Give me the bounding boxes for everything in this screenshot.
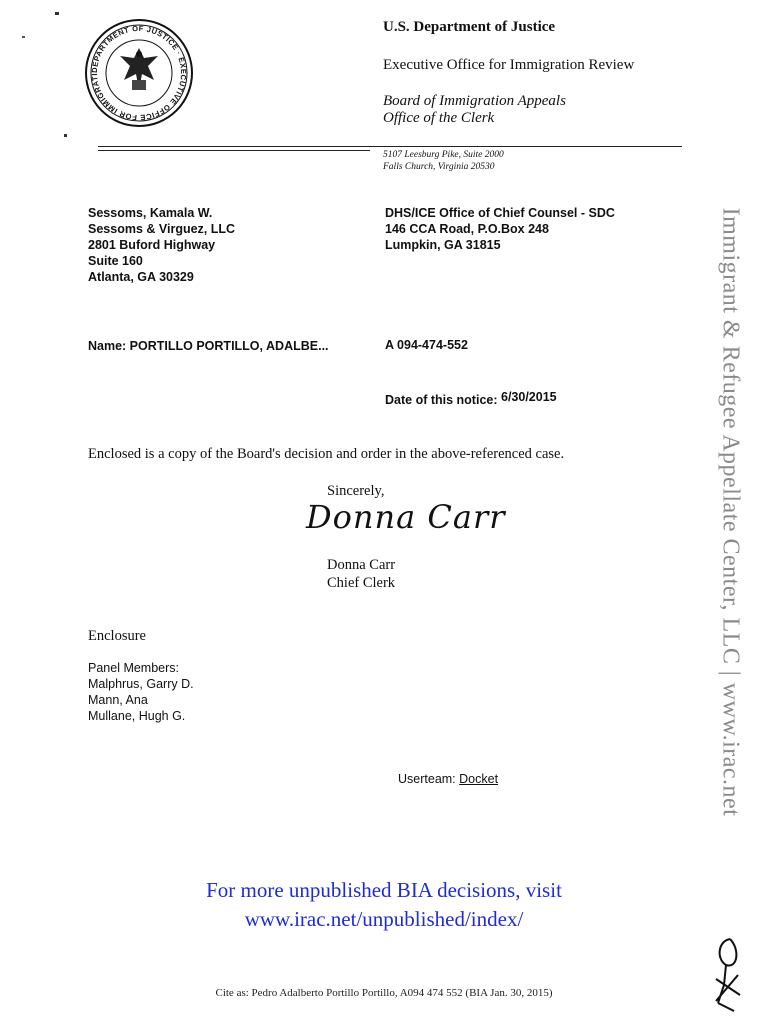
dhs-line: 146 CCA Road, P.O.Box 248 xyxy=(385,222,549,236)
header-address-2: Falls Church, Virginia 20530 xyxy=(383,162,495,172)
sincerely: Sincerely, xyxy=(327,483,385,499)
header-divider xyxy=(98,146,682,147)
recipient-line: Sessoms, Kamala W. xyxy=(88,206,213,220)
scan-mark xyxy=(22,36,25,38)
promo-link[interactable]: www.irac.net/unpublished/index/ xyxy=(244,907,524,931)
header-divider-short xyxy=(98,150,370,151)
userteam-value: Docket xyxy=(459,772,499,786)
panel-heading: Panel Members: xyxy=(88,661,180,675)
dept-title: U.S. Department of Justice xyxy=(383,19,556,35)
clerk-office: Office of the Clerk xyxy=(383,110,495,126)
dhs-address xyxy=(385,205,615,253)
panel-member: Mullane, Hugh G. xyxy=(88,709,186,723)
office-title: Executive Office for Immigration Review xyxy=(383,57,635,73)
recipient-line: Sessoms & Virguez, LLC xyxy=(88,222,236,236)
panel-members xyxy=(88,660,194,724)
recipient-address xyxy=(88,205,235,285)
scan-mark xyxy=(55,12,59,15)
notice-date-value: 6/30/2015 xyxy=(501,390,557,404)
promo-line-1: For more unpublished BIA decisions, visit xyxy=(206,878,562,902)
recipient-line: Atlanta, GA 30329 xyxy=(88,270,194,284)
doj-seal xyxy=(84,18,194,128)
promo-text xyxy=(0,876,768,934)
board-title: Board of Immigration Appeals xyxy=(383,93,566,109)
userteam-label: Userteam: xyxy=(398,772,456,786)
signer-title: Chief Clerk xyxy=(327,575,396,591)
dhs-line: Lumpkin, GA 31815 xyxy=(385,238,501,252)
panel-member: Malphrus, Garry D. xyxy=(88,677,194,691)
handwritten-mark xyxy=(708,935,748,1015)
case-name: Name: PORTILLO PORTILLO, ADALBE... xyxy=(88,339,329,353)
userteam xyxy=(398,772,498,786)
signer-name: Donna Carr xyxy=(327,557,396,573)
notice-date-label: Date of this notice: xyxy=(385,393,498,407)
svg-text:DEPARTMENT OF JUSTICE · EXECUT: DEPARTMENT OF JUSTICE · EXECUTIVE OFFICE FOR IMMIGRATI xyxy=(89,23,189,123)
recipient-line: Suite 160 xyxy=(88,254,143,268)
signature: Donna Carr xyxy=(306,498,506,536)
notice-date xyxy=(385,390,557,407)
header-address-1: 5107 Leesburg Pike, Suite 2000 xyxy=(383,150,504,160)
recipient-line: 2801 Buford Highway xyxy=(88,238,216,252)
scan-mark xyxy=(64,134,67,137)
enclosed-text: Enclosed is a copy of the Board's decision and order in the above-referenced case. xyxy=(88,446,565,462)
panel-member: Mann, Ana xyxy=(88,693,148,707)
sidebar-text: Immigrant & Refugee Appellate Center, LLC | www.irac.net xyxy=(717,207,744,817)
enclosure: Enclosure xyxy=(88,628,146,644)
a-number: A 094-474-552 xyxy=(385,338,468,352)
footer-cite: Cite as: Pedro Adalberto Portillo Portillo, A094 474 552 (BIA Jan. 30, 2015) xyxy=(215,987,553,999)
dhs-line: DHS/ICE Office of Chief Counsel - SDC xyxy=(385,206,615,220)
